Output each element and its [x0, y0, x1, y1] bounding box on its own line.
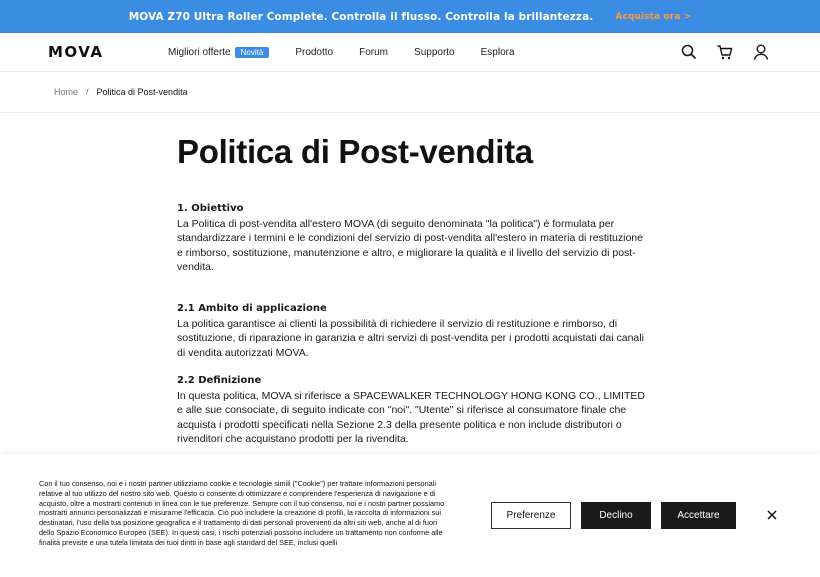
- section-heading: 1. Obiettivo: [177, 203, 244, 214]
- nav-item-offerte[interactable]: [168, 47, 269, 58]
- breadcrumb-current: Politica di Post-vendita: [96, 87, 188, 97]
- nav-item-prodotto[interactable]: Prodotto: [295, 47, 334, 58]
- main-menu: [168, 33, 541, 72]
- nav-icons: [662, 43, 770, 61]
- nav-item-forum[interactable]: Forum: [359, 47, 389, 58]
- page-title: Politica di Post-vendita: [177, 133, 533, 170]
- section-obiettivo: [177, 202, 647, 275]
- section-definizione: [177, 374, 647, 447]
- cookie-banner: [0, 454, 820, 577]
- section-ambito: [177, 302, 647, 360]
- nav-item-esplora[interactable]: Esplora: [480, 47, 515, 58]
- section-body: La politica garantisce ai clienti la possibilità di richiedere il servizio di restituzione e rimborso, di sostituzione, di riparazione in garanzia e altri servizi di post-vendita per i prodotti acquistati dai canali di vendita autorizzati MOVA.: [177, 317, 644, 359]
- preferences-button[interactable]: Preferenze: [491, 502, 571, 529]
- nav-item-supporto[interactable]: Supporto: [414, 47, 455, 58]
- promo-banner: [0, 0, 820, 33]
- promo-cta-link[interactable]: Acquista ora >: [615, 11, 692, 22]
- section-heading: 2.2 Definizione: [177, 375, 262, 386]
- nav-item-label: Migliori offerte: [168, 47, 231, 58]
- cookie-text: Con il tuo consenso, noi e i nostri partner utilizziamo cookie e tecnologie simili ("Cookie") per trattare informazioni personali relative al tuo utilizzo del nostro sito web. Questo ci consente di ottimizzare e comprendere l'esperienza di navigazione e di acquisto, oltre a mostrarti contenuti in linea con le tue preferenze. Sempre con il tuo consenso, noi e i nostri partner possiamo mostrarti annunci personalizzati e misurarne l'efficacia. Ciò può includere la creazione di profili, la raccolta di informazioni sui destinatari, l'uso della tua posizione geografica e il trattamento di dati personali provenienti da altri siti web, anche al di fuori dello Spazio Economico Europeo (SEE). In questi casi, i rischi potenziali possono includere un trattamento non conforme alle finalità previste e una tutela limitata dei tuoi diritti in base agli standard del SEE, inclusi quelli: [39, 479, 445, 547]
- mova-logo[interactable]: MOVA: [48, 43, 104, 61]
- new-badge: Novità: [235, 47, 270, 58]
- decline-button[interactable]: Declino: [581, 502, 651, 529]
- search-icon[interactable]: [680, 43, 698, 61]
- accept-button[interactable]: Accettare: [661, 502, 736, 529]
- section-body: In questa politica, MOVA si riferisce a SPACEWALKER TECHNOLOGY HONG KONG CO., LIMITED e alle sue consociate, di seguito indicate con "noi". "Utente" si riferisce al consumatore finale che acquista i prodotti specificati nella Sezione 2.3 della presente politica e non include distributori o rivenditori che acquistano prodotti per la rivendita.: [177, 389, 645, 445]
- promo-text: MOVA Z70 Ultra Roller Complete. Controlla il flusso. Controlla la brillantezza.: [128, 10, 594, 23]
- breadcrumb: [54, 87, 188, 97]
- divider: [0, 112, 820, 113]
- breadcrumb-separator: /: [86, 87, 89, 97]
- breadcrumb-home[interactable]: Home: [54, 87, 79, 97]
- close-icon[interactable]: [765, 508, 779, 522]
- top-navigation: [0, 33, 820, 72]
- cart-icon[interactable]: [716, 43, 734, 61]
- section-heading: 2.1 Ambito di applicazione: [177, 303, 327, 314]
- user-icon[interactable]: [752, 43, 770, 61]
- section-body: La Politica di post-vendita all'estero MOVA (di seguito denominata "la politica") è formulata per standardizzare i termini e le condizioni del servizio di post-vendita all'estero in materia di restituzione e rimborso, sostituzione, manutenzione e altro, e migliorare la qualità e il livello del servizio di post-vendita.: [177, 217, 643, 273]
